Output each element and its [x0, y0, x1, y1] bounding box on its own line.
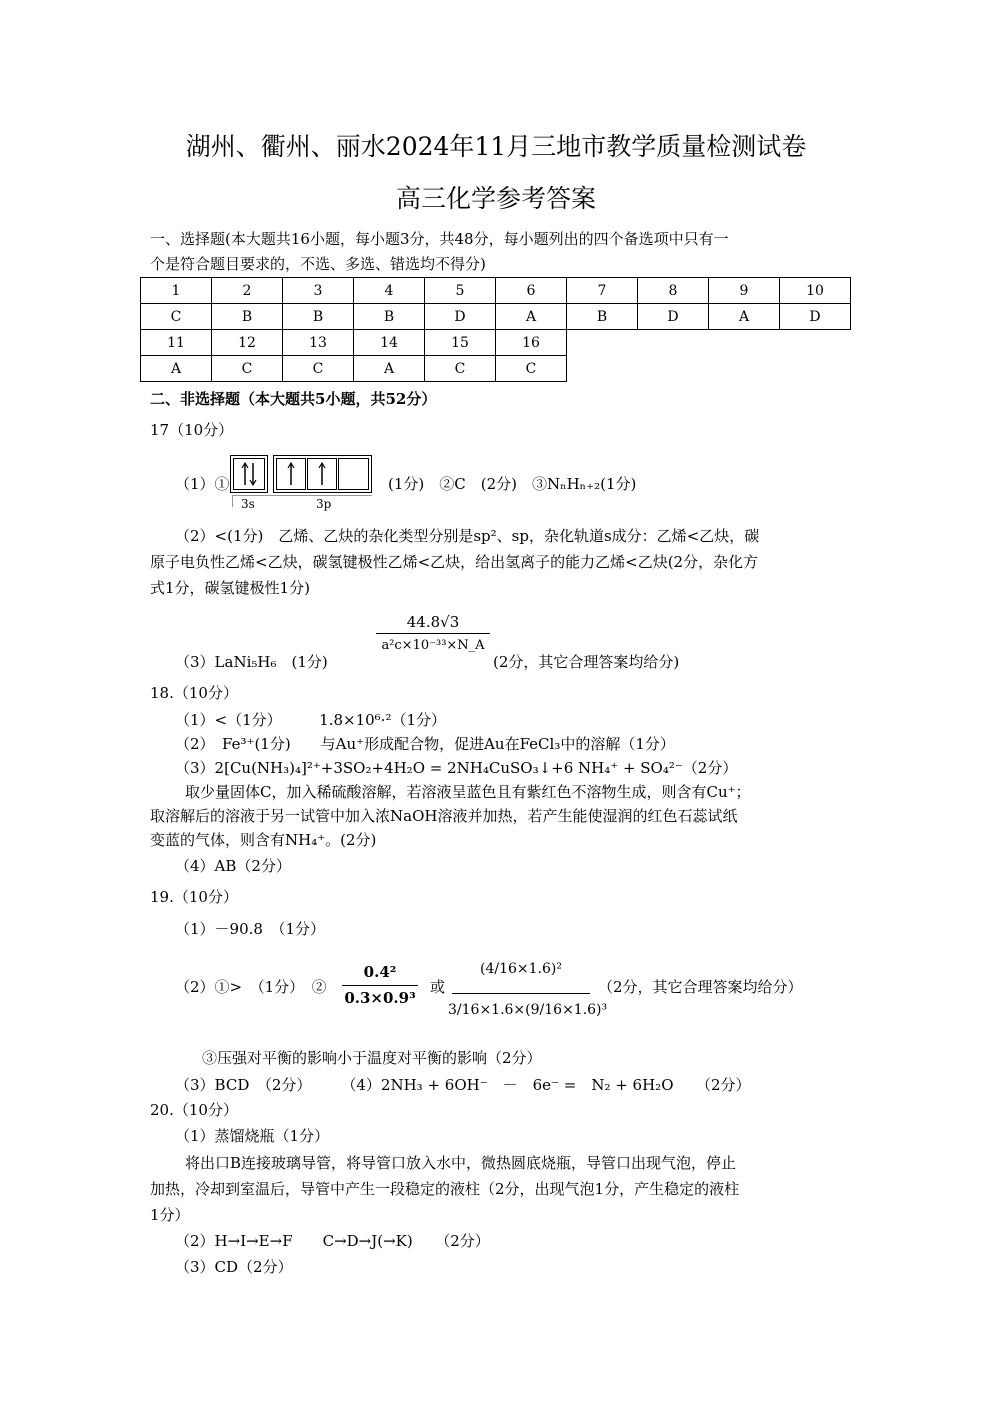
- q17-heading: 17（10分）: [150, 421, 234, 439]
- table-cell: 16: [496, 330, 567, 356]
- formula-numerator: 44.8√3: [406, 613, 460, 631]
- q18-part3: （3）2[Cu(NH₃)₄]²⁺+3SO₂+4H₂O = 2NH₄CuSO₃↓+6 NH₄⁺ + SO₄²⁻（2分）: [175, 759, 738, 777]
- orbital-box-3s: [233, 458, 265, 490]
- table-cell: 4: [354, 278, 425, 304]
- q18-part3-expl-line1: 取少量固体C，加入稀硫酸溶解，若溶液呈蓝色且有紫红色不溶物生成，则含有Cu⁺；: [185, 783, 751, 801]
- table-row: [141, 304, 851, 330]
- table-cell: 7: [567, 278, 638, 304]
- table-cell-empty: [780, 356, 851, 382]
- q20-part1-expl-line2: 加热，冷却到室温后，导管中产生一段稳定的液柱（2分，出现气泡1分，产生稳定的液柱: [150, 1180, 740, 1198]
- section1-line1: 一、选择题(本大题共16小题，每小题3分，共48分，每小题列出的四个备选项中只有一: [150, 230, 729, 248]
- table-cell: 13: [283, 330, 354, 356]
- table-cell: B: [567, 304, 638, 330]
- fraction2-numerator: (4/16×1.6)²: [480, 961, 562, 977]
- table-cell: 15: [425, 330, 496, 356]
- q18-part3-expl-line3: 变蓝的气体，则含有NH₄⁺。(2分): [150, 831, 377, 849]
- table-cell: 11: [141, 330, 212, 356]
- table-cell-empty: [780, 330, 851, 356]
- formula-denominator: a²c×10⁻³³×N_A: [381, 638, 485, 653]
- q17-part1-rest: (1分) ②C (2分) ③NₙHₙ₊₂(1分): [388, 475, 637, 493]
- table-cell: A: [354, 356, 425, 382]
- table-cell: B: [283, 304, 354, 330]
- table-cell: C: [496, 356, 567, 382]
- fraction1-line: [342, 985, 418, 986]
- table-cell-empty: [709, 356, 780, 382]
- table-cell: A: [141, 356, 212, 382]
- q19-part2-3: ③压强对平衡的影响小于温度对平衡的影响（2分）: [202, 1049, 542, 1067]
- q17-part2-line3: 式1分，碳氢键极性1分): [150, 579, 310, 597]
- table-cell: 1: [141, 278, 212, 304]
- table-cell-empty: [567, 330, 638, 356]
- q20-part2: （2）H→I→E→F C→D→J(→K) （2分）: [175, 1232, 490, 1250]
- table-cell: 8: [638, 278, 709, 304]
- table-cell: 14: [354, 330, 425, 356]
- orbital-box-3p-1: [276, 458, 306, 490]
- q20-heading: 20.（10分）: [150, 1101, 238, 1119]
- q20-part1-expl-line3: 1分）: [150, 1206, 190, 1224]
- page-subtitle: 高三化学参考答案: [395, 184, 596, 213]
- orbital-label-3p: 3p: [316, 497, 332, 511]
- q20-part3: （3）CD（2分）: [175, 1258, 293, 1276]
- answers-table: [140, 277, 851, 382]
- section2-heading: 二、非选择题（本大题共5小题，共52分）: [150, 390, 437, 408]
- or-text: 或: [430, 978, 446, 996]
- section1-line2: 个是符合题目要求的，不选、多选、错选均不得分): [150, 255, 486, 273]
- q17-part2-line2: 原子电负性乙烯<乙炔，碳氢键极性乙烯<乙炔，给出氢离子的能力乙烯<乙炔(2分，杂化方: [150, 553, 759, 571]
- table-cell: D: [638, 304, 709, 330]
- table-cell-empty: [709, 330, 780, 356]
- fraction-line: [376, 633, 490, 634]
- table-cell: D: [425, 304, 496, 330]
- table-cell: D: [780, 304, 851, 330]
- orbital-box-3p-2: [307, 458, 337, 490]
- q19-part3-4: （3）BCD （2分） （4）2NH₃ + 6OH⁻ － 6e⁻ = N₂ + 6H₂O （2分）: [175, 1076, 751, 1094]
- table-cell: 10: [780, 278, 851, 304]
- fraction2-denominator: 3/16×1.6×(9/16×1.6)³: [448, 1002, 608, 1018]
- table-row: [141, 330, 851, 356]
- q18-part4: （4）AB（2分）: [175, 857, 291, 875]
- fraction2-line: [452, 993, 590, 994]
- q17-part1-prefix: （1）①: [175, 475, 230, 493]
- table-cell: 6: [496, 278, 567, 304]
- table-row: [141, 356, 851, 382]
- table-cell: 3: [283, 278, 354, 304]
- q19-part2-suffix: （2分，其它合理答案均给分）: [598, 978, 803, 996]
- table-cell: B: [212, 304, 283, 330]
- q20-part1-expl-line1: 将出口B连接玻璃导管，将导管口放入水中，微热圆底烧瓶，导管口出现气泡，停止: [185, 1154, 737, 1172]
- table-cell: 5: [425, 278, 496, 304]
- fraction1-numerator: 0.4²: [363, 963, 397, 981]
- up-arrow-icon: [277, 459, 305, 489]
- table-cell: B: [354, 304, 425, 330]
- orbital-label-3s: 3s: [241, 497, 255, 511]
- q17-part2-line1: （2）<(1分) 乙烯、乙炔的杂化类型分别是sp²、sp，杂化轨道s成分：乙烯<乙炔，碳: [175, 527, 760, 545]
- table-cell: 9: [709, 278, 780, 304]
- q19-part1: （1）－90.8 （1分）: [175, 920, 325, 938]
- table-cell: C: [425, 356, 496, 382]
- q17-part3-prefix: （3）LaNi₅H₆ (1分): [175, 653, 328, 671]
- q18-heading: 18.（10分）: [150, 684, 238, 702]
- table-cell: 2: [212, 278, 283, 304]
- page-title: 湖州、衢州、丽水2024年11月三地市教学质量检测试卷: [185, 132, 807, 161]
- q19-part2-prefix: （2）①> （1分） ②: [175, 978, 327, 996]
- q18-part2: （2） Fe³⁺(1分) 与Au⁺形成配合物，促进Au在FeCl₃中的溶解（1分）: [175, 735, 675, 753]
- q17-part3-suffix: (2分，其它合理答案均给分): [493, 653, 680, 671]
- q18-part1: （1）<（1分） 1.8×10⁶·²（1分）: [175, 711, 447, 729]
- orbital-box-3p-3: [338, 458, 369, 490]
- up-down-arrows-icon: [234, 459, 264, 489]
- fraction1-denominator: 0.3×0.9³: [344, 989, 416, 1007]
- up-arrow-icon: [308, 459, 336, 489]
- q20-part1: （1）蒸馏烧瓶（1分）: [175, 1127, 330, 1145]
- table-cell: C: [212, 356, 283, 382]
- table-cell: 12: [212, 330, 283, 356]
- table-cell: C: [141, 304, 212, 330]
- table-row: [141, 278, 851, 304]
- q18-part3-expl-line2: 取溶解后的溶液于另一试管中加入浓NaOH溶液并加热，若产生能使湿润的红色石蕊试纸: [150, 807, 738, 825]
- table-cell: C: [283, 356, 354, 382]
- table-cell: A: [709, 304, 780, 330]
- table-cell-empty: [567, 356, 638, 382]
- table-cell-empty: [638, 356, 709, 382]
- table-cell-empty: [638, 330, 709, 356]
- q19-heading: 19.（10分）: [150, 888, 238, 906]
- table-cell: A: [496, 304, 567, 330]
